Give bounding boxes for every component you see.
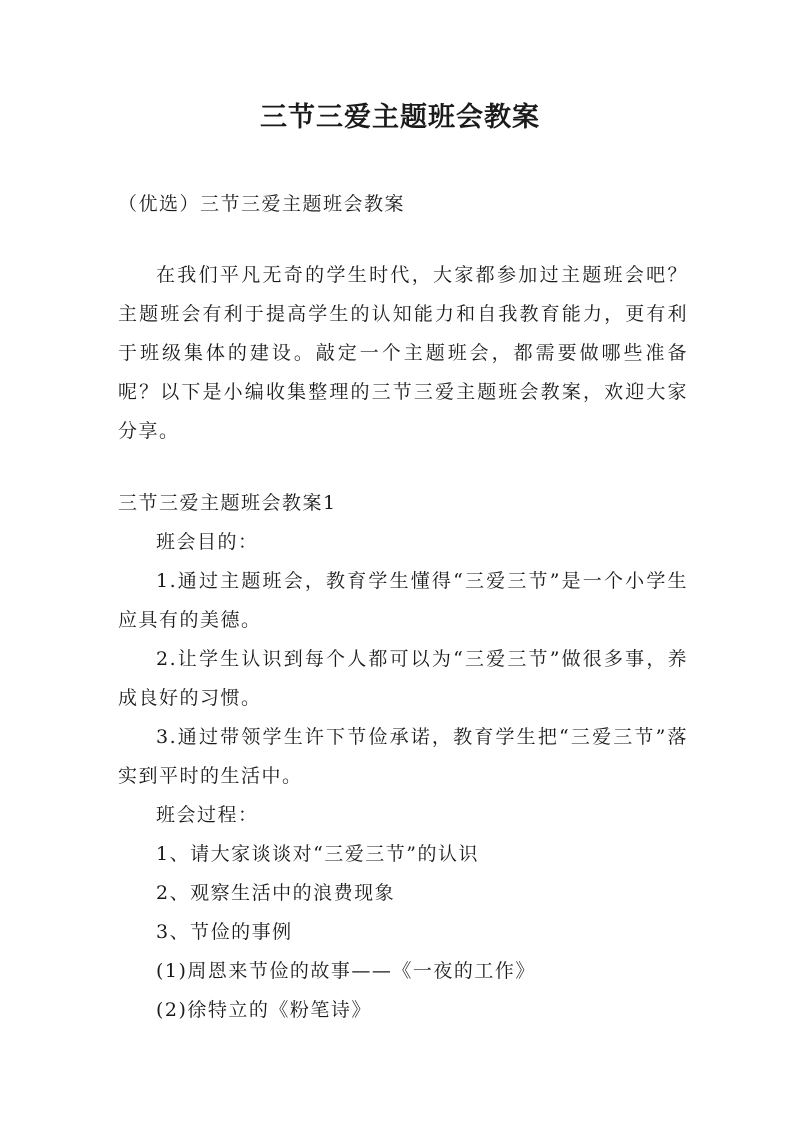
body-paragraph: 班会过程：: [156, 804, 259, 826]
intro-block: [118, 256, 688, 451]
body-paragraph: 1、请大家谈谈对“三爱三节”的认识: [156, 843, 480, 865]
intro-paragraph: 在我们平凡无奇的学生时代，大家都参加过主题班会吧？主题班会有利于提高学生的认知能力和自我教育能力，更有利于班级集体的建设。敲定一个主题班会，都需要做哪些准备呢？以下是小编收集整理的三节三爱主题班会教案，欢迎大家分享。: [118, 264, 688, 442]
body-paragraph: 2.让学生认识到每个人都可以为“三爱三节”做很多事，养成良好的习惯。: [118, 648, 688, 709]
body-paragraph: 2、观察生活中的浪费现象: [156, 882, 396, 904]
document-subtitle: （优选）三节三爱主题班会教案: [118, 193, 406, 215]
lesson-plan-body: [118, 484, 688, 1030]
body-paragraph: 3.通过带领学生许下节俭承诺，教育学生把“三爱三节”落实到平时的生活中。: [118, 726, 688, 787]
body-paragraph: 1.通过主题班会，教育学生懂得“三爱三节”是一个小学生应具有的美德。: [118, 570, 688, 631]
section-heading: 三节三爱主题班会教案1: [118, 492, 337, 514]
document-title: 三节三爱主题班会教案: [260, 102, 540, 133]
body-paragraph: (2)徐特立的《粉笔诗》: [156, 999, 372, 1021]
body-paragraph: 班会目的：: [156, 531, 259, 553]
body-paragraph: 3、节俭的事例: [156, 921, 293, 943]
body-paragraph: (1)周恩来节俭的故事——《一夜的工作》: [156, 960, 536, 982]
